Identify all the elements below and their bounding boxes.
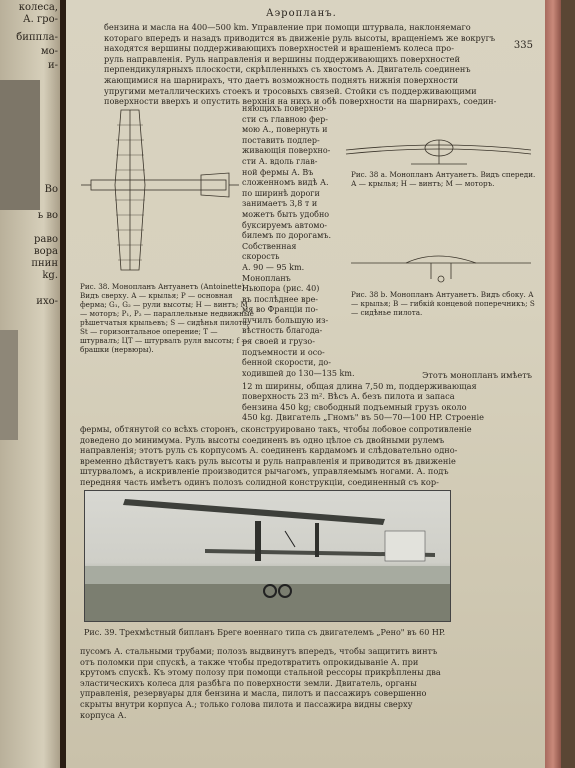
left-page-line: ихо- <box>36 296 58 307</box>
page-number: 335 <box>513 40 533 51</box>
left-page-line: ь во <box>37 210 58 221</box>
left-page-line: биппла- <box>16 32 58 43</box>
left-page-line: А. гро- <box>23 14 58 25</box>
text-line: штурваломъ, а искривленіе производится рычагомъ, управляемымъ ногами. А. подъ <box>80 466 449 477</box>
text-line: ря своей и грузо- <box>242 337 315 347</box>
text-line: въ послѣднее вре- <box>242 294 319 304</box>
text-line: сти А. вдоль глав- <box>242 156 318 166</box>
left-page-line: раво <box>33 234 58 245</box>
end-paragraph <box>80 646 532 720</box>
running-header: Аэропланъ. <box>266 8 337 19</box>
bottom-paragraph <box>80 424 532 488</box>
figure-38b-side-view <box>346 245 536 285</box>
text-line: отъ поломки при спускѣ, а также чтобы предотвратить опрокидываніе А. при <box>80 656 419 667</box>
text-line: Монопланъ <box>242 273 291 283</box>
text-line: бензина и масла на 400—500 km. Управление при помощи штурвала, наклоняемаго <box>104 22 471 32</box>
text-line: лучилъ большую из- <box>242 315 329 325</box>
text-line: 450 kg. Двигатель „Гномъ" въ 50—70—100 HP. Строеніе <box>242 412 484 423</box>
text-line: передняя часть имѣетъ одинъ полозъ солидной конструкціи, соединенный съ кор- <box>80 476 439 487</box>
text-line: А. 90 — 95 km. <box>242 262 305 272</box>
page-red-edge <box>545 0 561 768</box>
figure-38a-front-view <box>341 128 536 168</box>
text-line: пусомъ А. стальными трубами; полозъ выдвинутъ впередъ, чтобы защитить винтъ <box>80 646 438 656</box>
left-page-line: колеса, <box>18 2 58 13</box>
text-line: ходившей до 130—135 km. <box>242 368 355 378</box>
left-page-illustration <box>0 80 40 210</box>
left-page <box>0 0 62 768</box>
figure-39-photo <box>84 490 451 622</box>
text-line: котораго впередъ и назадъ приводится въ движеніе руль высоты, вращеніемъ же вокругъ <box>104 32 496 43</box>
text-line: подъемности и осо- <box>242 347 325 357</box>
left-page-line: мо- <box>40 46 58 57</box>
text-line: Ньюпора (рис. 40) <box>242 284 320 294</box>
book-page <box>66 0 561 768</box>
text-line: Собственная скорость <box>242 241 297 262</box>
figure-38b-caption: Рис. 38 b. Монопланъ Антуанетъ. Видъ сбоку. А — крылья; В — гибкій концевой поперечникъ; S — сидѣнье пилота. <box>351 290 535 317</box>
figure-38-top-view <box>81 105 241 280</box>
figure-38a-caption: Рис. 38 a. Монопланъ Антуанетъ. Видъ спереди. А — крылья; Н — винтъ; М — моторъ. <box>351 170 536 188</box>
text-line: находятся вершины поддерживающихъ поверхностей и врашеніемъ колеса про- <box>104 43 454 54</box>
left-page-line: вора <box>33 246 58 257</box>
left-page-line: kg. <box>42 270 58 281</box>
text-line: поверхность 23 m². Вѣсъ А. безъ пилота и запаса <box>242 391 455 402</box>
text-line: мою А., повернуть и <box>242 125 328 135</box>
text-line: занимаетъ 3,8 т и <box>242 199 318 209</box>
text-line: временно дѣйствуетъ какъ руль высоты и руль направленія и приводится въ движеніе <box>80 455 456 466</box>
text-line: 12 m ширины, общая длина 7,50 m, поддерживающая <box>242 380 477 391</box>
text-line: мя во Франціи по- <box>242 305 318 315</box>
text-line: вѣстность благода- <box>242 326 323 336</box>
text-line: управленія, резервуары для бензина и масла, пилотъ и пассажиръ совершенно <box>80 688 427 699</box>
text-line: направленія; этотъ руль съ корпусомъ А. соединенъ кардамомъ и слѣдовательно одно- <box>80 445 458 456</box>
text-line: можетъ быть удобно <box>242 209 330 219</box>
text-line: упругими металлическихъ стоекъ и тросовыхъ связей. Стойки съ поддерживающими <box>104 85 477 96</box>
bottom-paragraph-right <box>242 370 532 423</box>
left-page-illustration-2 <box>0 330 18 440</box>
text-line: няющихъ поверхно- <box>242 104 327 113</box>
left-page-line: и- <box>47 60 58 71</box>
text-line: доведено до минимума. Руль высоты соединенъ въ одно цѣлое съ двойными рулемъ <box>80 434 445 445</box>
text-line: эластическихъ колеса для разбѣга по поверхности земли. Двигатель, органы <box>80 677 417 688</box>
top-paragraph <box>104 22 524 107</box>
text-line: скрыты внутри корпуса А.; только голова пилота и пассажира видны сверху <box>80 698 413 709</box>
left-page-line: Во <box>44 184 58 195</box>
text-line: поставить подлер- <box>242 135 320 145</box>
text-line: корпуса А. <box>80 709 127 720</box>
text-line: бензина 450 kg; свободный подъемный грузъ около <box>242 401 467 412</box>
text-line: бенной скорости, до- <box>242 358 331 368</box>
text-line: билемъ по дорогамъ. <box>242 231 332 241</box>
text-line: перпендикулярныхъ плоскости, скрѣпленныхъ съ хвостомъ А. Двигатель соединенъ <box>104 64 471 75</box>
middle-column <box>242 104 355 379</box>
text-line: поверхности вверхъ и опустить верхнія на нихъ и обѣ поверхности на шарнирахъ, соедин- <box>104 96 497 107</box>
text-line: руль направленія. Руль направленія и вершины поддерживающихъ поверхностей <box>104 53 460 64</box>
text-line: сти съ главною фер- <box>242 114 328 124</box>
figure-39-caption: Рис. 39. Трехмѣстный бипланъ Бреге военнаго типа съ двигателемъ „Рено" въ 60 HP. <box>84 628 446 637</box>
text-line: буксируемъ автомо- <box>242 220 328 230</box>
text-line: ной фермы А. Въ <box>242 167 314 177</box>
text-line: Этотъ монопланъ имѣетъ <box>422 370 532 380</box>
text-line: крутомъ спускѣ. Къ этому полозу при помощи стальной рессоры прикрѣплены два <box>80 667 441 678</box>
text-line: фермы, обтянутой со всѣхъ сторонъ, сконструировано такъ, чтобы лобовое сопротивленіе <box>80 424 472 434</box>
left-page-line: пнин <box>31 258 58 269</box>
figure-38-caption: Рис. 38. Монопланъ Антуанетъ (Antoinette). Видъ сверху. А — крылья; Р — основная ферма; G₁, G₂ — рули высоты; Н — винтъ; М — моторъ; P₁, P₂ — параллельные недвижные рѣшетчатыя крыльевъ; S — сидѣнья пилота; St — горизонтальное оперение; T — штурвалъ; ЦТ — штурвалъ руля высоты; f — брашки (нервюры). <box>80 282 254 354</box>
text-line: сложенномъ видѣ А. <box>242 178 329 188</box>
text-line: живающія поверхно- <box>242 146 331 156</box>
text-line: по ширинѣ дороги <box>242 188 320 198</box>
biplane-photo-drawing <box>85 491 450 621</box>
text-line: жающимися на шарнирахъ, что даетъ возможность поднять нижнія поверхности <box>104 74 459 85</box>
